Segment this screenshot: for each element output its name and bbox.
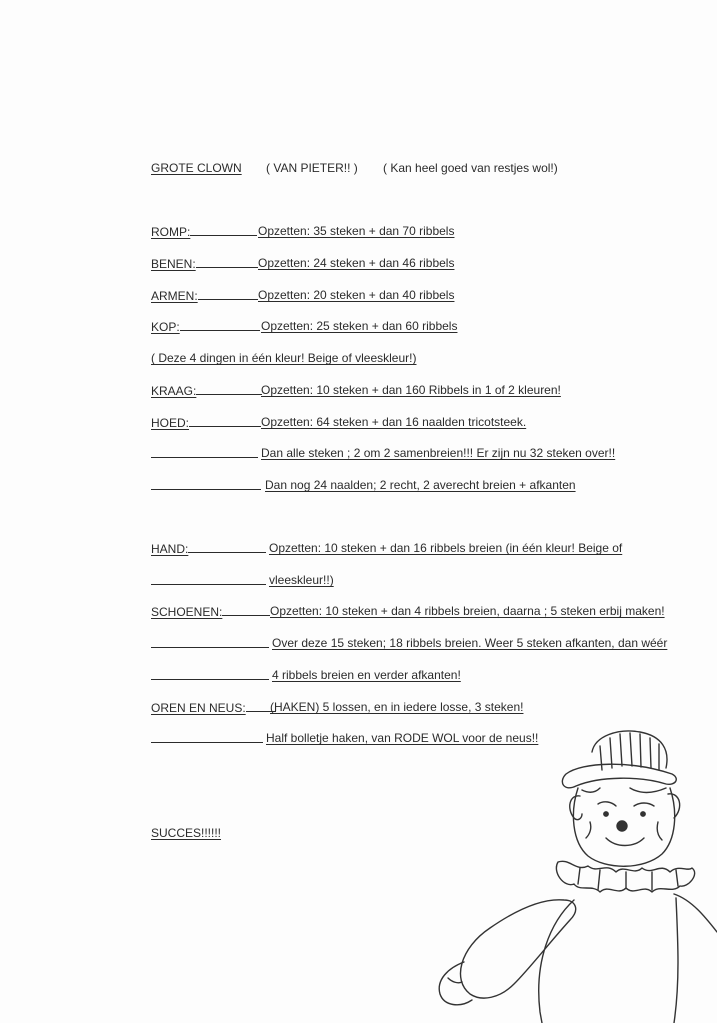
romp-instruction: Opzetten: 35 steken + dan 70 ribbels bbox=[258, 224, 455, 238]
hoed-row-2 bbox=[151, 446, 258, 461]
clown-illustration bbox=[430, 722, 717, 1023]
closing-text: SUCCES!!!!!! bbox=[151, 826, 222, 840]
oren-row-2 bbox=[151, 731, 263, 746]
benen-row bbox=[151, 256, 258, 271]
author-note: ( VAN PIETER!! ) bbox=[266, 161, 358, 175]
hand-instruction-2: vleeskleur!!) bbox=[269, 573, 334, 587]
kraag-instruction: Opzetten: 10 steken + dan 160 Ribbels in 1 of 2 kleuren! bbox=[261, 383, 561, 397]
hand-row-2 bbox=[151, 573, 266, 588]
oren-row bbox=[151, 700, 276, 715]
clown-hat bbox=[562, 731, 676, 788]
oren-instruction-1: (HAKEN) 5 lossen, en in iedere losse, 3 steken! bbox=[270, 700, 524, 714]
oren-label: OREN EN NEUS: bbox=[151, 701, 246, 715]
kraag-row bbox=[151, 383, 262, 398]
kraag-label: KRAAG: bbox=[151, 384, 197, 398]
hand-label: HAND: bbox=[151, 542, 189, 556]
oren-instruction-2: Half bolletje haken, van RODE WOL voor de neus!! bbox=[266, 731, 539, 745]
kop-instruction: Opzetten: 25 steken + dan 60 ribbels bbox=[261, 319, 458, 333]
romp-label: ROMP: bbox=[151, 225, 191, 239]
schoenen-instruction-1: Opzetten: 10 steken + dan 4 ribbels breien, daarna ; 5 steken erbij maken! bbox=[270, 604, 665, 618]
hoed-instruction-1: Opzetten: 64 steken + dan 16 naalden tricotsteek. bbox=[261, 415, 527, 429]
benen-instruction: Opzetten: 24 steken + dan 46 ribbels bbox=[258, 256, 455, 270]
armen-row bbox=[151, 288, 258, 303]
hand-row bbox=[151, 541, 266, 556]
hand-instruction-1: Opzetten: 10 steken + dan 16 ribbels breien (in één kleur! Beige of bbox=[269, 541, 623, 555]
schoenen-row-3 bbox=[151, 668, 269, 683]
armen-label: ARMEN: bbox=[151, 289, 198, 303]
hoed-instruction-2: Dan alle steken ; 2 om 2 samenbreien!!! Er zijn nu 32 steken over!! bbox=[261, 446, 616, 460]
armen-instruction: Opzetten: 20 steken + dan 40 ribbels bbox=[258, 288, 455, 302]
hoed-instruction-3: Dan nog 24 naalden; 2 recht, 2 averecht breien + afkanten bbox=[265, 478, 576, 492]
schoenen-label: SCHOENEN: bbox=[151, 605, 223, 619]
color-note: ( Deze 4 dingen in één kleur! Beige of vleeskleur!) bbox=[151, 351, 417, 365]
hoed-row bbox=[151, 415, 261, 430]
benen-label: BENEN: bbox=[151, 257, 196, 271]
yarn-note: ( Kan heel goed van restjes wol!) bbox=[383, 161, 558, 175]
schoenen-row-2 bbox=[151, 636, 269, 651]
schoenen-instruction-2: Over deze 15 steken; 18 ribbels breien. Weer 5 steken afkanten, dan wéér bbox=[272, 636, 668, 650]
schoenen-instruction-3: 4 ribbels breien en verder afkanten! bbox=[272, 668, 461, 682]
pattern-title: GROTE CLOWN bbox=[151, 161, 242, 175]
hoed-row-3 bbox=[151, 478, 261, 493]
clown-face bbox=[570, 788, 680, 866]
kop-row bbox=[151, 319, 260, 334]
clown-body bbox=[439, 894, 717, 1023]
kop-label: KOP: bbox=[151, 320, 180, 334]
hoed-label: HOED: bbox=[151, 416, 190, 430]
schoenen-row bbox=[151, 604, 270, 619]
romp-row bbox=[151, 224, 257, 239]
